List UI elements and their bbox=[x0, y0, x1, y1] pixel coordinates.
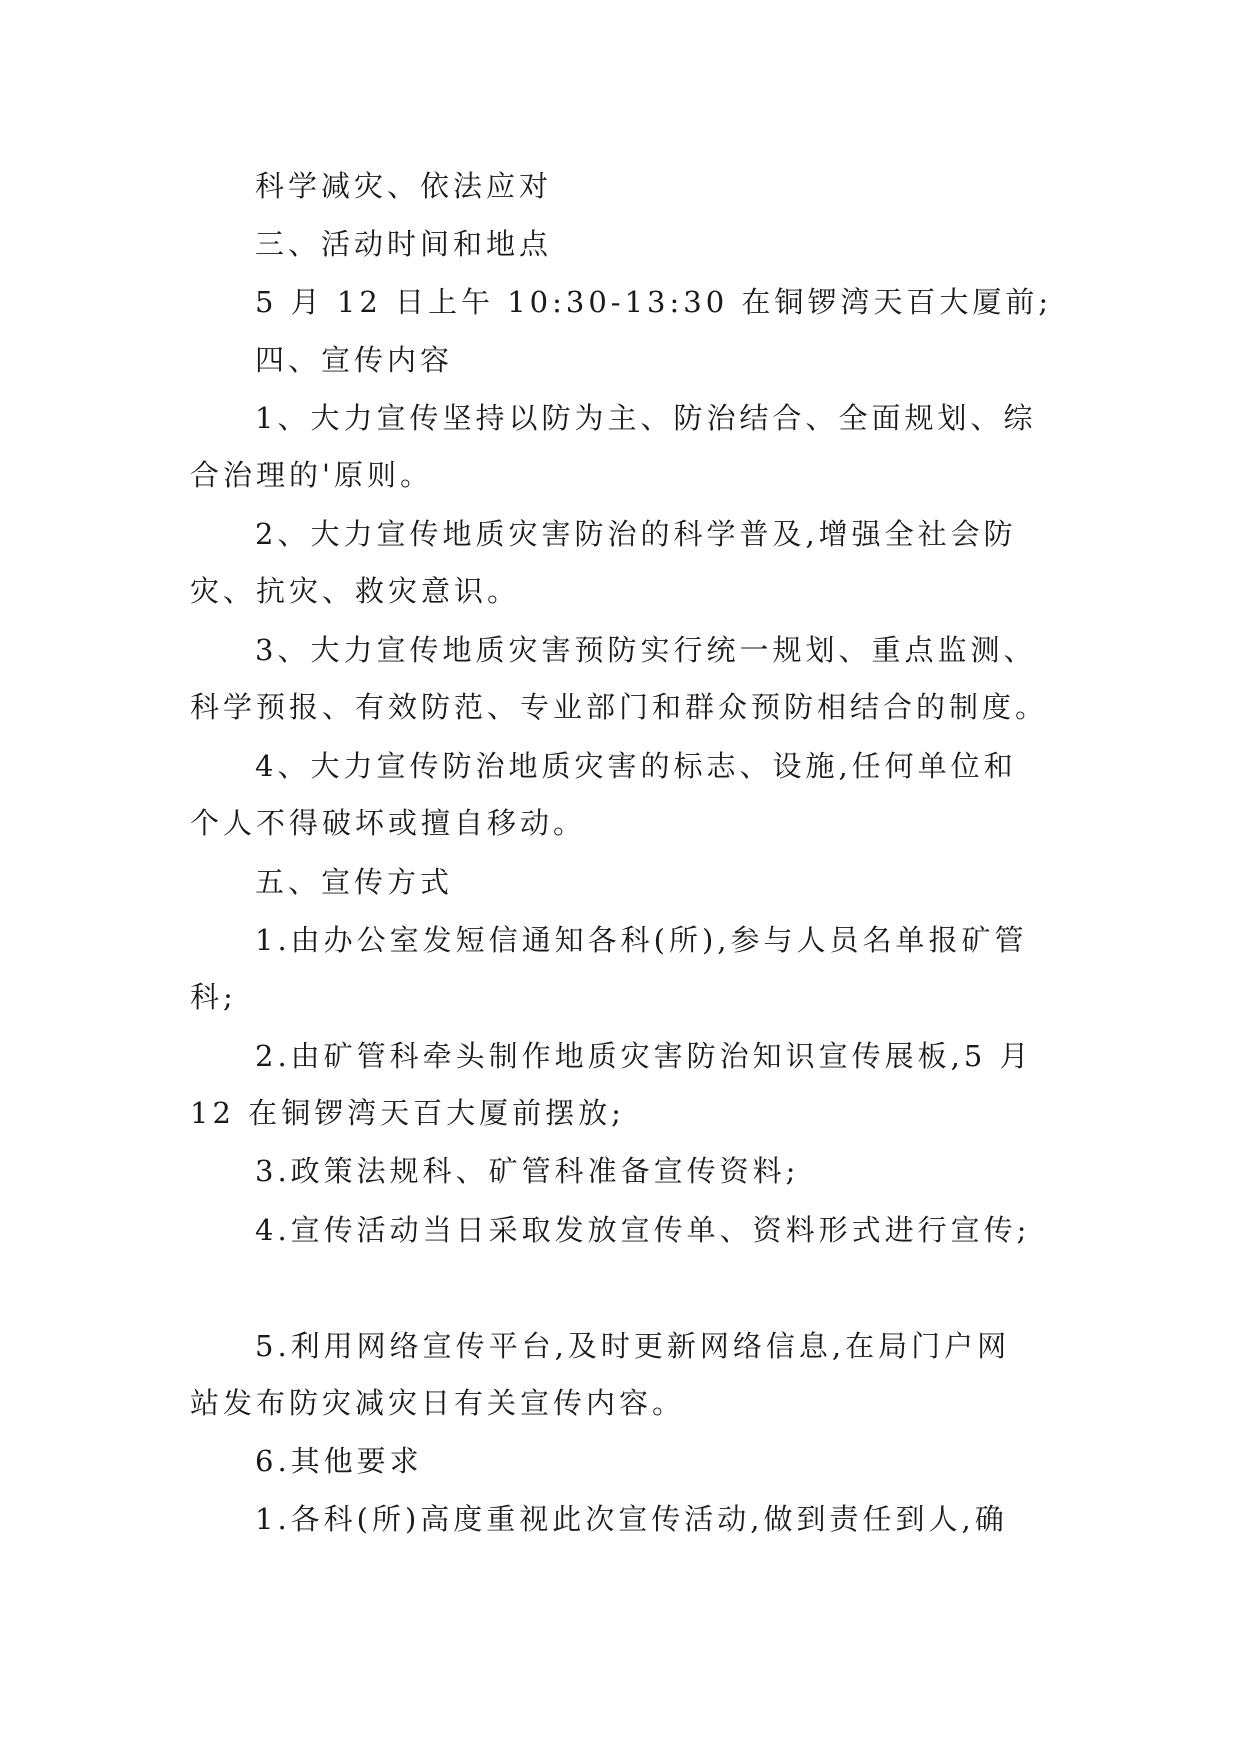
text-line: 5 月 12 日上午 10:30-13:30 在铜锣湾天百大厦前; bbox=[255, 285, 1053, 319]
section-heading: 四、宣传内容 bbox=[255, 343, 454, 377]
text-line: 2.由矿管科牵头制作地质灾害防治知识宣传展板,5 月 bbox=[255, 1039, 1033, 1073]
text-line: 1.由办公室发短信通知各科(所),参与人员名单报矿管 bbox=[255, 923, 1028, 957]
text-line: 2、大力宣传地质灾害防治的科学普及,增强全社会防 bbox=[255, 517, 1017, 551]
text-line: 个人不得破坏或擅自移动。 bbox=[190, 806, 587, 840]
text-line: 科; bbox=[190, 980, 237, 1014]
text-line: 5.利用网络宣传平台,及时更新网络信息,在局门户网 bbox=[255, 1329, 1011, 1363]
text-line: 4.宣传活动当日采取发放宣传单、资料形式进行宣传; bbox=[255, 1213, 1031, 1247]
text-line: 3.政策法规科、矿管科准备宣传资料; bbox=[255, 1154, 800, 1188]
text-line: 灾、抗灾、救灾意识。 bbox=[190, 574, 521, 608]
text-line: 3、大力宣传地质灾害预防实行统一规划、重点监测、 bbox=[255, 633, 1037, 667]
text-line: 4、大力宣传防治地质灾害的标志、设施,任何单位和 bbox=[255, 749, 1017, 783]
text-line: 合治理的'原则。 bbox=[190, 458, 433, 492]
text-line: 科学预报、有效防范、专业部门和群众预防相结合的制度。 bbox=[190, 690, 1049, 724]
text-line: 12 在铜锣湾天百大厦前摆放; bbox=[190, 1096, 625, 1130]
section-heading: 三、活动时间和地点 bbox=[255, 227, 553, 261]
section-heading: 五、宣传方式 bbox=[255, 865, 454, 899]
text-line: 1.各科(所)高度重视此次宣传活动,做到责任到人,确 bbox=[255, 1502, 1008, 1536]
text-line: 科学减灾、依法应对 bbox=[255, 169, 553, 203]
text-line: 站发布防灾减灾日有关宣传内容。 bbox=[190, 1386, 686, 1420]
section-heading: 6.其他要求 bbox=[255, 1444, 423, 1478]
text-line: 1、大力宣传坚持以防为主、防治结合、全面规划、综 bbox=[255, 401, 1037, 435]
